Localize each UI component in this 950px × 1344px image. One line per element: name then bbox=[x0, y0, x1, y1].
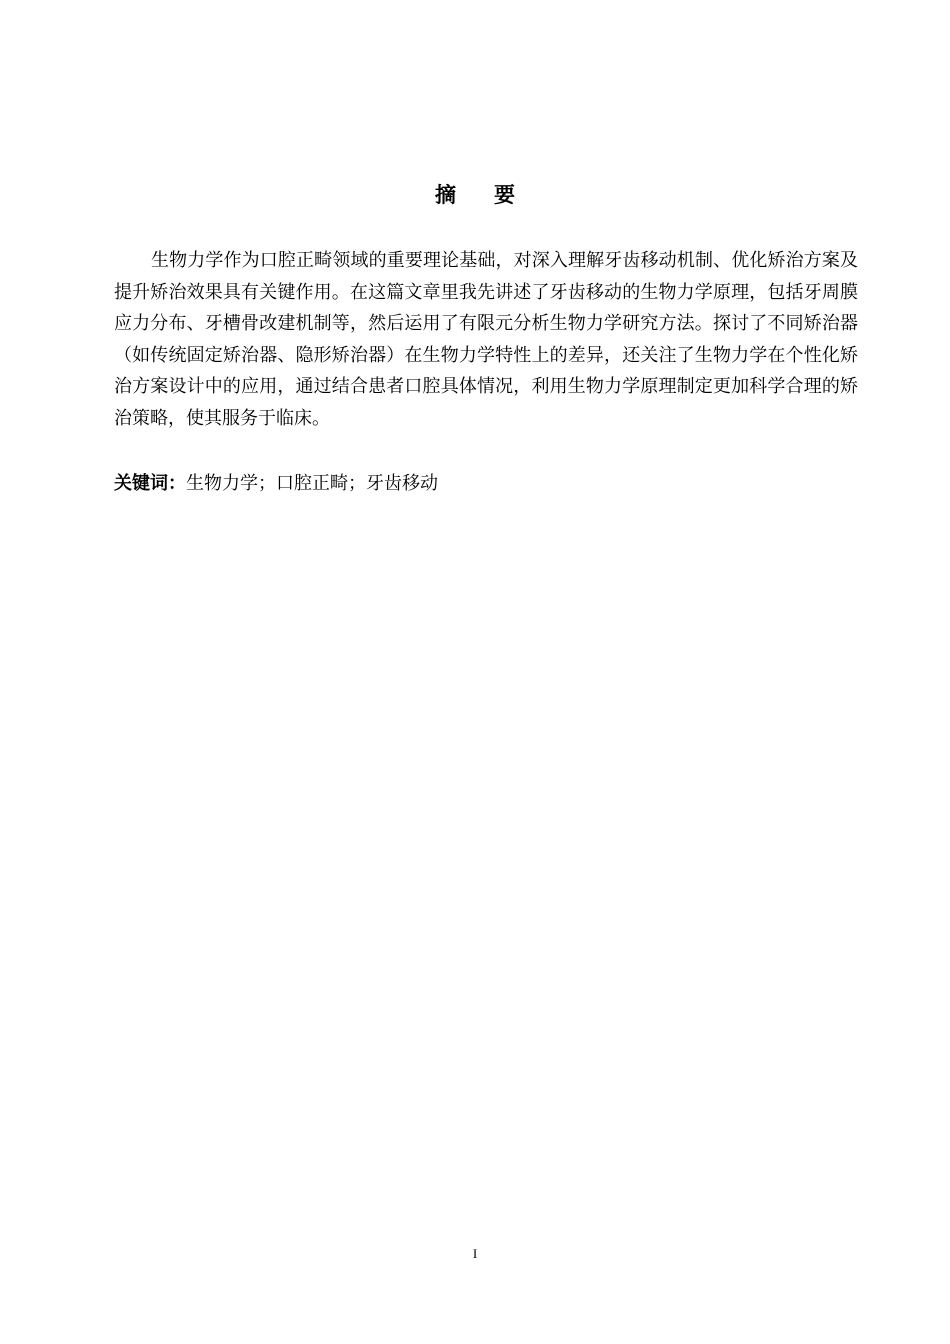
abstract-title: 摘要 bbox=[435, 183, 553, 207]
keywords-line bbox=[114, 470, 858, 498]
page-number: I bbox=[472, 1246, 478, 1261]
keywords-label: 关键词： bbox=[114, 473, 186, 494]
abstract-body: 生物力学作为口腔正畸领域的重要理论基础，对深入理解牙齿移动机制、优化矫治方案及提升矫治效果具有关键作用。在这篇文章里我先讲述了牙齿移动的生物力学原理，包括牙周膜应力分布、牙槽骨改建机制等，然后运用了有限元分析生物力学研究方法。探讨了不同矫治器（如传统固定矫治器、隐形矫治器）在生物力学特性上的差异，还关注了生物力学在个性化矫治方案设计中的应用，通过结合患者口腔具体情况，利用生物力学原理制定更加科学合理的矫治策略，使其服务于临床。 bbox=[114, 250, 858, 429]
keywords-value: 生物力学；口腔正畸；牙齿移动 bbox=[186, 473, 438, 494]
